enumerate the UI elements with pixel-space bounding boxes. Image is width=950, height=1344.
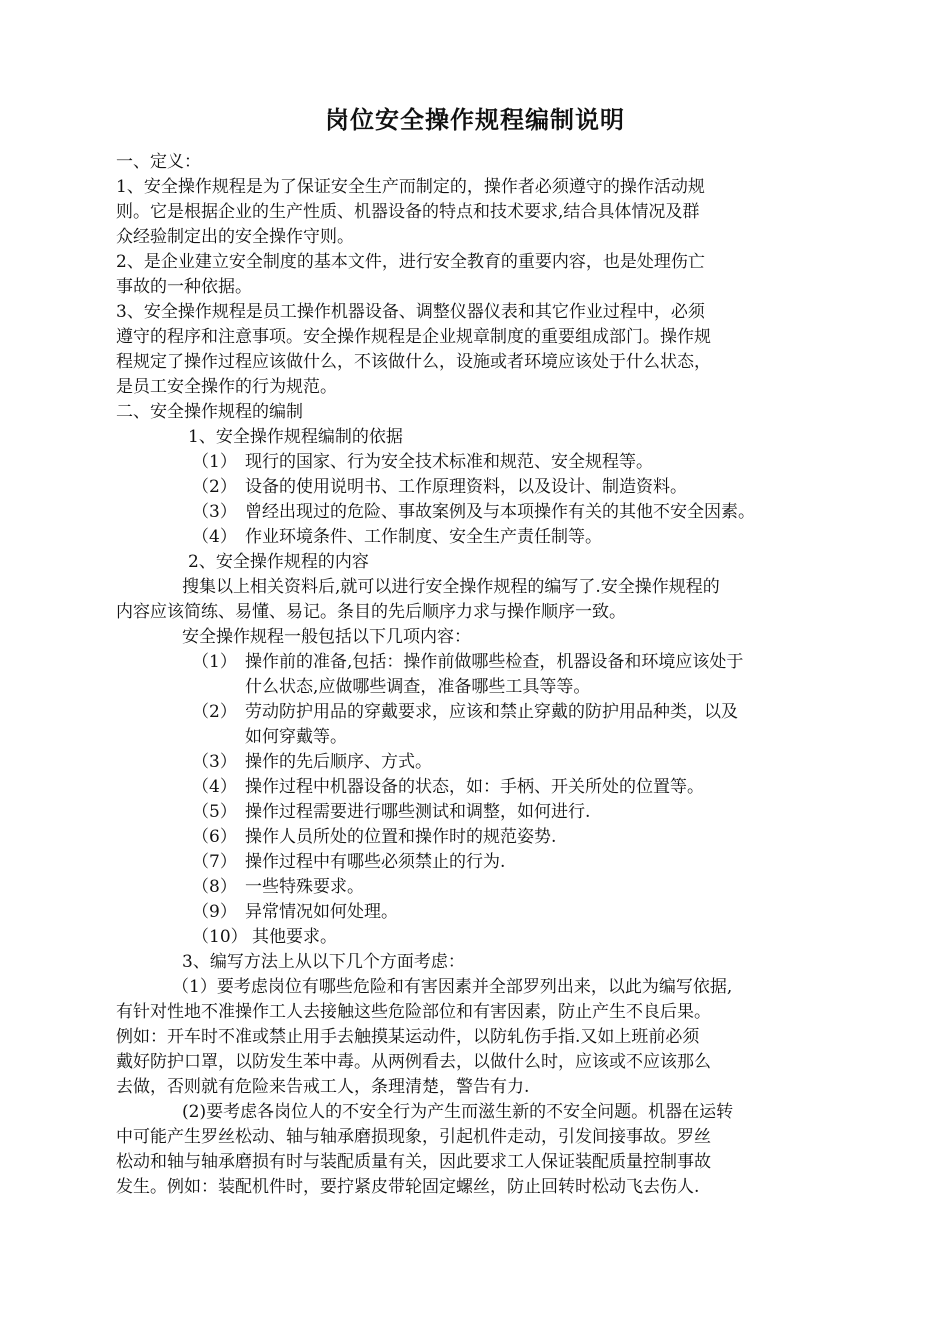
list-item-number: （8）	[192, 877, 237, 897]
subsection-3-p2-line: 中可能产生罗丝松动、轴与轴承磨损现象，引起机件走动，引发间接事故。罗丝	[116, 1127, 711, 1147]
subsection-2-heading: 2、安全操作规程的内容	[188, 552, 369, 572]
list-item-number: （7）	[192, 852, 237, 872]
subsection-3-p2-line: (2)要考虑各岗位人的不安全行为产生而滋生新的不安全问题。机器在运转	[182, 1102, 734, 1122]
list-item: 现行的国家、行为安全技术标准和规范、安全规程等。	[245, 452, 653, 472]
list-item: 曾经出现过的危险、事故案例及与本项操作有关的其他不安全因素。	[245, 502, 755, 522]
list-item-number: （10）	[192, 927, 248, 947]
list-item-number: （2）	[192, 477, 237, 497]
list-item: 操作人员所处的位置和操作时的规范姿势.	[245, 827, 557, 847]
list-item: 操作的先后顺序、方式。	[245, 752, 432, 772]
section-1-p3-line: 是员工安全操作的行为规范。	[116, 377, 337, 397]
list-item: 操作过程需要进行哪些测试和调整，如何进行.	[245, 802, 591, 822]
subsection-3-p1-line: 去做，否则就有危险来告戒工人，条理清楚，警告有力.	[116, 1077, 530, 1097]
list-item: 异常情况如何处理。	[245, 902, 398, 922]
section-1-p3-line: 程规定了操作过程应该做什么，不该做什么，设施或者环境应该处于什么状态，	[116, 352, 711, 372]
subsection-3-p1-line: 戴好防护口罩，以防发生苯中毒。从两例看去，以做什么时，应该或不应该那么	[116, 1052, 711, 1072]
subsection-1-heading: 1、安全操作规程编制的依据	[188, 427, 403, 447]
subsection-2-intro: 安全操作规程一般包括以下几项内容：	[182, 627, 471, 647]
subsection-3-p1-line: 有针对性地不准操作工人去接触这些危险部位和有害因素，防止产生不良后果。	[116, 1002, 711, 1022]
list-item-number: （1）	[192, 652, 237, 672]
section-1-p3-line: 遵守的程序和注意事项。安全操作规程是企业规章制度的重要组成部门。操作规	[116, 327, 711, 347]
list-item-number: （1）	[192, 452, 237, 472]
list-item: 操作过程中有哪些必须禁止的行为.	[245, 852, 506, 872]
list-item-number: （9）	[192, 902, 237, 922]
section-1-p2-line: 2、是企业建立安全制度的基本文件，进行安全教育的重要内容，也是处理伤亡	[116, 252, 705, 272]
page-title: 岗位安全操作规程编制说明	[325, 106, 625, 134]
section-1-p3-line: 3、安全操作规程是员工操作机器设备、调整仪器仪表和其它作业过程中，必须	[116, 302, 705, 322]
list-item-number: （6）	[192, 827, 237, 847]
list-item-number: （3）	[192, 502, 237, 522]
section-1-p1-line: 众经验制定出的安全操作守则。	[116, 227, 354, 247]
list-item: 劳动防护用品的穿戴要求，应该和禁止穿戴的防护用品种类，以及	[245, 702, 738, 722]
list-item-number: （3）	[192, 752, 237, 772]
subsection-3-p1-line: （1）要考虑岗位有哪些危险和有害因素并全部罗列出来，以此为编写依据,	[172, 977, 733, 997]
section-1-p1-line: 则。它是根据企业的生产性质、机器设备的特点和技术要求,结合具体情况及群	[116, 202, 700, 222]
section-1-p1-line: 1、安全操作规程是为了保证安全生产而制定的，操作者必须遵守的操作活动规	[116, 177, 705, 197]
list-item: 操作过程中机器设备的状态，如：手柄、开关所处的位置等。	[245, 777, 704, 797]
subsection-3-heading: 3、编写方法上从以下几个方面考虑：	[182, 952, 465, 972]
subsection-3-p1-line: 例如：开车时不准或禁止用手去触摸某运动件，以防轧伤手指.又如上班前必须	[116, 1027, 700, 1047]
section-1-heading: 一、定义：	[116, 152, 201, 172]
list-item: 操作前的准备,包括：操作前做哪些检查，机器设备和环境应该处于	[245, 652, 744, 672]
section-1-p2-line: 事故的一种依据。	[116, 277, 252, 297]
list-item-number: （5）	[192, 802, 237, 822]
subsection-3-p2-line: 松动和轴与轴承磨损有时与装配质量有关，因此要求工人保证装配质量控制事故	[116, 1152, 711, 1172]
subsection-2-para-line: 搜集以上相关资料后,就可以进行安全操作规程的编写了.安全操作规程的	[182, 577, 720, 597]
list-item-continued: 如何穿戴等。	[245, 727, 347, 747]
section-2-heading: 二、安全操作规程的编制	[116, 402, 303, 422]
list-item: 一些特殊要求。	[245, 877, 364, 897]
list-item-number: （2）	[192, 702, 237, 722]
list-item: 设备的使用说明书、工作原理资料，以及设计、制造资料。	[245, 477, 687, 497]
subsection-2-para-line: 内容应该简练、易懂、易记。条目的先后顺序力求与操作顺序一致。	[116, 602, 626, 622]
list-item: 作业环境条件、工作制度、安全生产责任制等。	[245, 527, 602, 547]
list-item-number: （4）	[192, 527, 237, 547]
subsection-3-p2-line: 发生。例如：装配机件时，要拧紧皮带轮固定螺丝，防止回转时松动飞去伤人.	[116, 1177, 700, 1197]
list-item-continued: 什么状态,应做哪些调查，准备哪些工具等等。	[245, 677, 591, 697]
list-item-number: （4）	[192, 777, 237, 797]
list-item: 其他要求。	[252, 927, 337, 947]
